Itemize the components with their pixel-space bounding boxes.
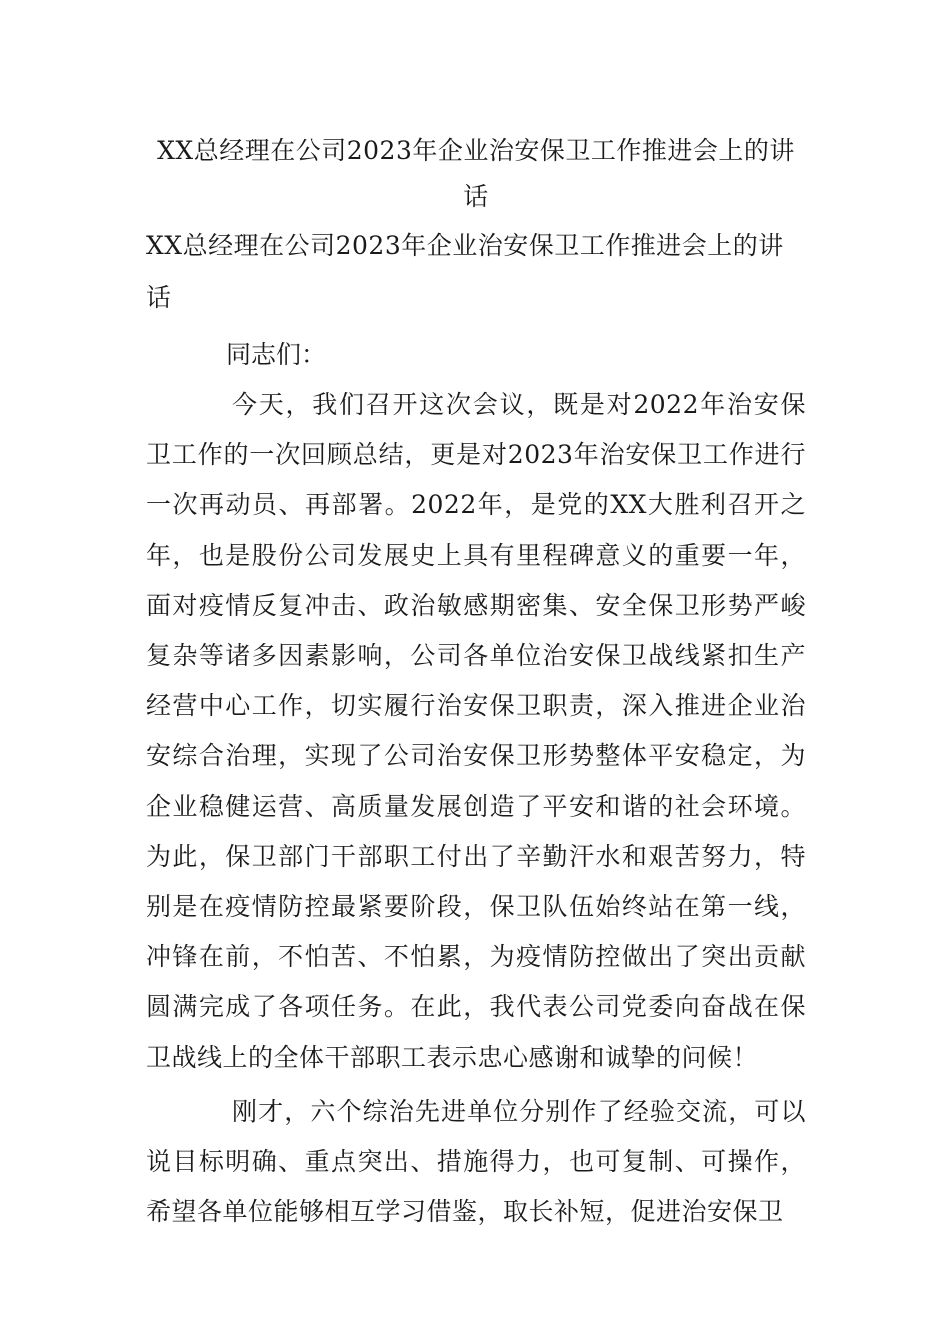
document-title: XX总经理在公司2023年企业治安保卫工作推进会上的讲话 [157, 136, 795, 211]
document-subtitle: XX总经理在公司2023年企业治安保卫工作推进会上的讲话 [146, 231, 784, 312]
document-page [146, 128, 806, 1237]
salutation: 同志们： [226, 340, 327, 369]
body-paragraph-1: 今天，我们召开这次会议，既是对2022年治安保卫工作的一次回顾总结，更是对2023年治安保卫工作进行一次再动员、再部署。2022年，是党的XX大胜利召开之年，也是股份公司发展史上具有里程碑意义的重要一年，面对疫情反复冲击、政治敏感期密集、安全保卫形势严峻复杂等诸多因素影响，公司各单位治安保卫战线紧扣生产经营中心工作，切实履行治安保卫职责，深入推进企业治安综合治理，实现了公司治安保卫形势整体平安稳定，为企业稳健运营、高质量发展创造了平安和谐的社会环境。为此，保卫部门干部职工付出了辛勤汗水和艰苦努力，特别是在疫情防控最紧要阶段，保卫队伍始终站在第一线，冲锋在前，不怕苦、不怕累，为疫情防控做出了突出贡献圆满完成了各项任务。在此，我代表公司党委向奋战在保卫战线上的全体干部职工表示忠心感谢和诚挚的问候！ [146, 390, 806, 1072]
body-paragraph-2: 刚才，六个综治先进单位分别作了经验交流，可以说目标明确、重点突出、措施得力，也可复制、可操作，希望各单位能够相互学习借鉴，取长补短，促进治安保卫 [146, 1096, 806, 1227]
